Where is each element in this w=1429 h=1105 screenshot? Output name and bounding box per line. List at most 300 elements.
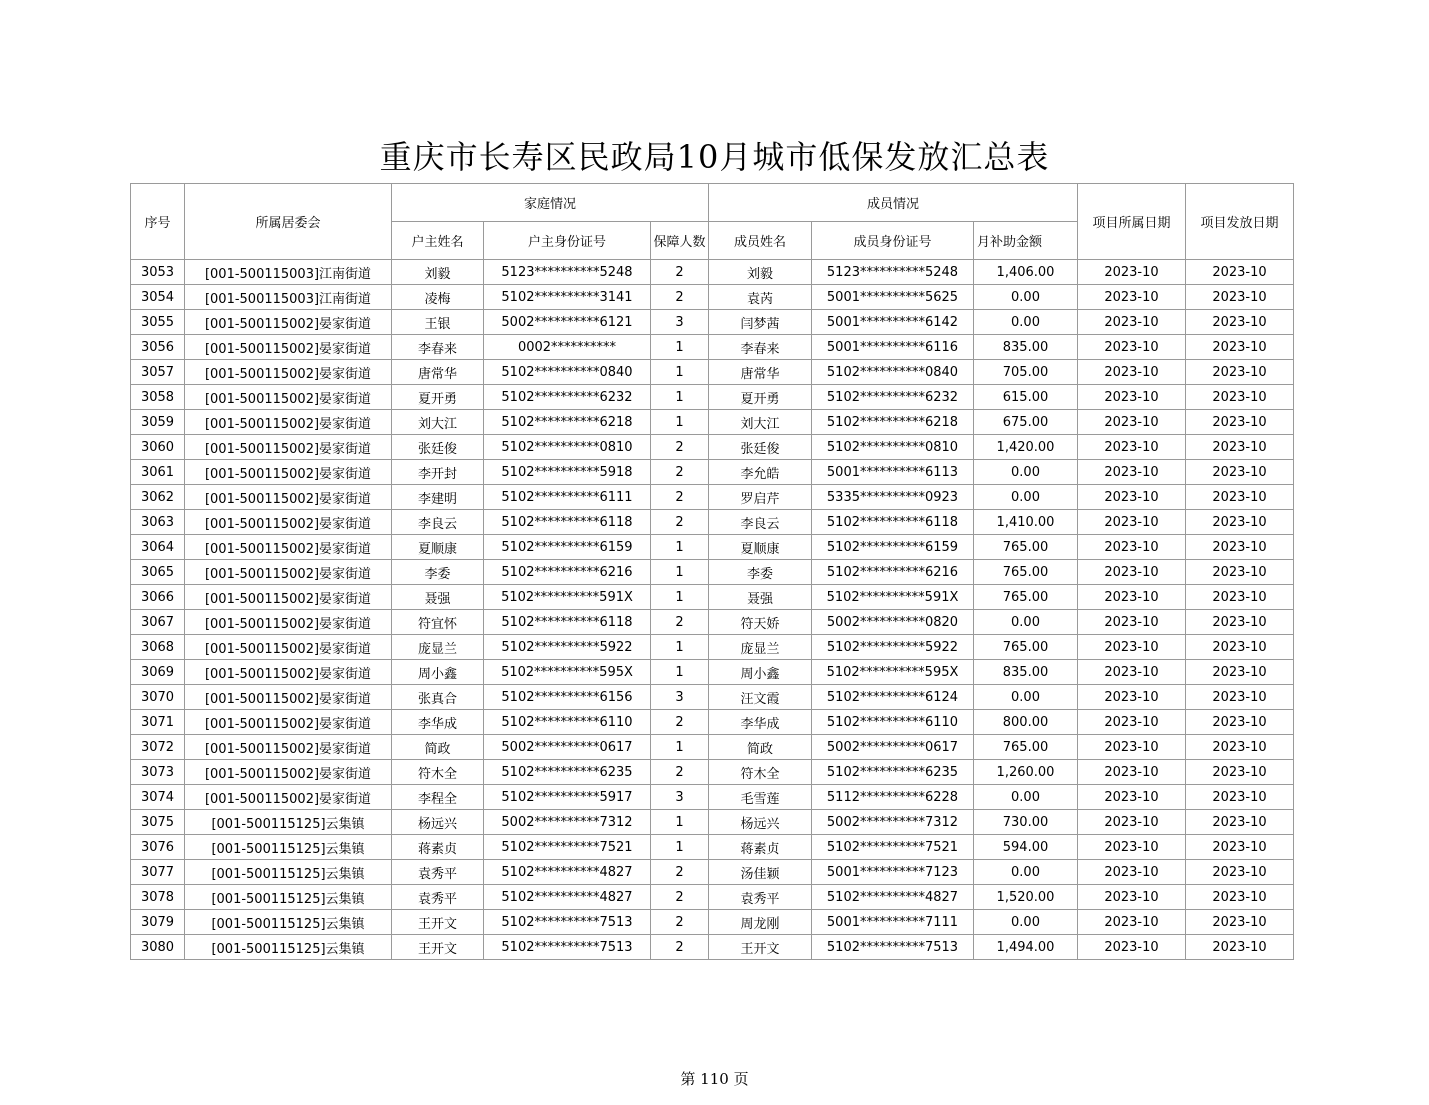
issue-date-cell: 2023-10 — [1186, 760, 1294, 785]
seq-cell: 3066 — [131, 585, 185, 610]
committee-cell: [001-500115002]晏家街道 — [185, 635, 392, 660]
issue-date-cell: 2023-10 — [1186, 335, 1294, 360]
monthly-amount-cell: 705.00 — [974, 360, 1078, 385]
member-name-cell: 李委 — [709, 560, 812, 585]
head-id-cell: 5102**********4827 — [484, 885, 651, 910]
table-row — [131, 710, 1294, 735]
member-name-cell: 唐常华 — [709, 360, 812, 385]
member-name-cell: 罗启芹 — [709, 485, 812, 510]
member-name-cell: 刘大江 — [709, 410, 812, 435]
table-body — [131, 260, 1294, 960]
monthly-amount-cell: 1,494.00 — [974, 935, 1078, 960]
head-name-cell: 李程全 — [392, 785, 484, 810]
table-row — [131, 935, 1294, 960]
head-id-cell: 5102**********595X — [484, 660, 651, 685]
seq-cell: 3064 — [131, 535, 185, 560]
monthly-amount-cell: 1,410.00 — [974, 510, 1078, 535]
member-name-cell: 蒋素贞 — [709, 835, 812, 860]
monthly-amount-cell: 765.00 — [974, 560, 1078, 585]
subsidy-table — [130, 183, 1294, 960]
member-name-cell: 夏顺康 — [709, 535, 812, 560]
member-name-cell: 符天娇 — [709, 610, 812, 635]
seq-cell: 3077 — [131, 860, 185, 885]
issue-date-cell: 2023-10 — [1186, 610, 1294, 635]
insured-count-cell: 2 — [651, 910, 709, 935]
issue-date-cell: 2023-10 — [1186, 410, 1294, 435]
period-date-cell: 2023-10 — [1078, 885, 1186, 910]
head-name-cell: 李良云 — [392, 510, 484, 535]
period-date-cell: 2023-10 — [1078, 735, 1186, 760]
issue-date-cell: 2023-10 — [1186, 560, 1294, 585]
seq-cell: 3055 — [131, 310, 185, 335]
period-date-cell: 2023-10 — [1078, 410, 1186, 435]
period-date-cell: 2023-10 — [1078, 285, 1186, 310]
issue-date-cell: 2023-10 — [1186, 710, 1294, 735]
monthly-amount-cell: 1,260.00 — [974, 760, 1078, 785]
member-name-cell: 张廷俊 — [709, 435, 812, 460]
header-seq: 序号 — [131, 184, 185, 260]
issue-date-cell: 2023-10 — [1186, 310, 1294, 335]
table-row — [131, 410, 1294, 435]
head-name-cell: 张真合 — [392, 685, 484, 710]
member-id-cell: 5102**********4827 — [812, 885, 974, 910]
head-id-cell: 5102**********5918 — [484, 460, 651, 485]
monthly-amount-cell: 730.00 — [974, 810, 1078, 835]
head-name-cell: 李建明 — [392, 485, 484, 510]
table-row — [131, 485, 1294, 510]
period-date-cell: 2023-10 — [1078, 260, 1186, 285]
table-row — [131, 760, 1294, 785]
member-id-cell: 5335**********0923 — [812, 485, 974, 510]
head-id-cell: 5102**********6110 — [484, 710, 651, 735]
seq-cell: 3063 — [131, 510, 185, 535]
head-id-cell: 5102**********5917 — [484, 785, 651, 810]
committee-cell: [001-500115125]云集镇 — [185, 835, 392, 860]
table-row — [131, 735, 1294, 760]
member-name-cell: 周龙刚 — [709, 910, 812, 935]
table-row — [131, 560, 1294, 585]
table-row — [131, 785, 1294, 810]
member-id-cell: 5102**********6216 — [812, 560, 974, 585]
member-id-cell: 5102**********595X — [812, 660, 974, 685]
header-family-group: 家庭情况 — [392, 184, 709, 222]
head-name-cell: 张廷俊 — [392, 435, 484, 460]
committee-cell: [001-500115003]江南街道 — [185, 285, 392, 310]
seq-cell: 3074 — [131, 785, 185, 810]
insured-count-cell: 2 — [651, 435, 709, 460]
head-name-cell: 王银 — [392, 310, 484, 335]
period-date-cell: 2023-10 — [1078, 310, 1186, 335]
seq-cell: 3061 — [131, 460, 185, 485]
insured-count-cell: 2 — [651, 610, 709, 635]
committee-cell: [001-500115002]晏家街道 — [185, 785, 392, 810]
member-id-cell: 5001**********6116 — [812, 335, 974, 360]
table-row — [131, 260, 1294, 285]
issue-date-cell: 2023-10 — [1186, 360, 1294, 385]
committee-cell: [001-500115002]晏家街道 — [185, 435, 392, 460]
period-date-cell: 2023-10 — [1078, 485, 1186, 510]
committee-cell: [001-500115002]晏家街道 — [185, 335, 392, 360]
member-id-cell: 5102**********6232 — [812, 385, 974, 410]
seq-cell: 3059 — [131, 410, 185, 435]
seq-cell: 3057 — [131, 360, 185, 385]
period-date-cell: 2023-10 — [1078, 785, 1186, 810]
insured-count-cell: 1 — [651, 560, 709, 585]
head-name-cell: 聂强 — [392, 585, 484, 610]
table-row — [131, 810, 1294, 835]
member-name-cell: 李春来 — [709, 335, 812, 360]
member-name-cell: 闫梦茜 — [709, 310, 812, 335]
member-name-cell: 杨远兴 — [709, 810, 812, 835]
issue-date-cell: 2023-10 — [1186, 285, 1294, 310]
period-date-cell: 2023-10 — [1078, 560, 1186, 585]
insured-count-cell: 3 — [651, 785, 709, 810]
committee-cell: [001-500115002]晏家街道 — [185, 460, 392, 485]
seq-cell: 3056 — [131, 335, 185, 360]
head-name-cell: 符宜怀 — [392, 610, 484, 635]
insured-count-cell: 3 — [651, 685, 709, 710]
member-name-cell: 汤佳颖 — [709, 860, 812, 885]
head-id-cell: 5102**********7521 — [484, 835, 651, 860]
period-date-cell: 2023-10 — [1078, 635, 1186, 660]
issue-date-cell: 2023-10 — [1186, 260, 1294, 285]
issue-date-cell: 2023-10 — [1186, 485, 1294, 510]
seq-cell: 3067 — [131, 610, 185, 635]
seq-cell: 3072 — [131, 735, 185, 760]
monthly-amount-cell: 0.00 — [974, 485, 1078, 510]
header-issue-date: 项目发放日期 — [1186, 184, 1294, 260]
head-id-cell: 5102**********7513 — [484, 910, 651, 935]
member-id-cell: 5102**********0810 — [812, 435, 974, 460]
insured-count-cell: 1 — [651, 660, 709, 685]
issue-date-cell: 2023-10 — [1186, 435, 1294, 460]
seq-cell: 3054 — [131, 285, 185, 310]
insured-count-cell: 1 — [651, 810, 709, 835]
header-member-id: 成员身份证号 — [812, 222, 974, 260]
head-name-cell: 蒋素贞 — [392, 835, 484, 860]
table-row — [131, 360, 1294, 385]
seq-cell: 3073 — [131, 760, 185, 785]
insured-count-cell: 1 — [651, 360, 709, 385]
member-name-cell: 夏开勇 — [709, 385, 812, 410]
period-date-cell: 2023-10 — [1078, 860, 1186, 885]
committee-cell: [001-500115002]晏家街道 — [185, 560, 392, 585]
monthly-amount-cell: 835.00 — [974, 335, 1078, 360]
member-id-cell: 5102**********5922 — [812, 635, 974, 660]
period-date-cell: 2023-10 — [1078, 910, 1186, 935]
seq-cell: 3058 — [131, 385, 185, 410]
head-id-cell: 5102**********0840 — [484, 360, 651, 385]
issue-date-cell: 2023-10 — [1186, 885, 1294, 910]
issue-date-cell: 2023-10 — [1186, 860, 1294, 885]
head-id-cell: 5002**********0617 — [484, 735, 651, 760]
table-row — [131, 460, 1294, 485]
header-head-id: 户主身份证号 — [484, 222, 651, 260]
committee-cell: [001-500115002]晏家街道 — [185, 710, 392, 735]
head-id-cell: 5102**********6111 — [484, 485, 651, 510]
member-name-cell: 李良云 — [709, 510, 812, 535]
head-name-cell: 凌梅 — [392, 285, 484, 310]
table-row — [131, 660, 1294, 685]
issue-date-cell: 2023-10 — [1186, 685, 1294, 710]
monthly-amount-cell: 0.00 — [974, 685, 1078, 710]
committee-cell: [001-500115002]晏家街道 — [185, 310, 392, 335]
head-id-cell: 5102**********6118 — [484, 510, 651, 535]
issue-date-cell: 2023-10 — [1186, 785, 1294, 810]
period-date-cell: 2023-10 — [1078, 335, 1186, 360]
seq-cell: 3070 — [131, 685, 185, 710]
table-row — [131, 635, 1294, 660]
head-id-cell: 5102**********6232 — [484, 385, 651, 410]
issue-date-cell: 2023-10 — [1186, 935, 1294, 960]
monthly-amount-cell: 0.00 — [974, 285, 1078, 310]
head-name-cell: 庞显兰 — [392, 635, 484, 660]
committee-cell: [001-500115125]云集镇 — [185, 935, 392, 960]
head-name-cell: 刘毅 — [392, 260, 484, 285]
insured-count-cell: 3 — [651, 310, 709, 335]
insured-count-cell: 1 — [651, 410, 709, 435]
member-id-cell: 5102**********6118 — [812, 510, 974, 535]
header-row-group — [131, 184, 1294, 222]
monthly-amount-cell: 615.00 — [974, 385, 1078, 410]
monthly-amount-cell: 0.00 — [974, 785, 1078, 810]
period-date-cell: 2023-10 — [1078, 835, 1186, 860]
committee-cell: [001-500115125]云集镇 — [185, 885, 392, 910]
head-id-cell: 5102**********6118 — [484, 610, 651, 635]
member-name-cell: 袁秀平 — [709, 885, 812, 910]
head-name-cell: 李开封 — [392, 460, 484, 485]
seq-cell: 3078 — [131, 885, 185, 910]
issue-date-cell: 2023-10 — [1186, 510, 1294, 535]
header-insured-count: 保障人数 — [651, 222, 709, 260]
head-id-cell: 5102**********7513 — [484, 935, 651, 960]
monthly-amount-cell: 0.00 — [974, 610, 1078, 635]
committee-cell: [001-500115002]晏家街道 — [185, 360, 392, 385]
monthly-amount-cell: 1,406.00 — [974, 260, 1078, 285]
table-row — [131, 860, 1294, 885]
head-name-cell: 杨远兴 — [392, 810, 484, 835]
page-title: 重庆市长寿区民政局10月城市低保发放汇总表 — [379, 138, 1050, 176]
header-member-name: 成员姓名 — [709, 222, 812, 260]
table-row — [131, 535, 1294, 560]
member-name-cell: 李华成 — [709, 710, 812, 735]
insured-count-cell: 2 — [651, 460, 709, 485]
issue-date-cell: 2023-10 — [1186, 910, 1294, 935]
issue-date-cell: 2023-10 — [1186, 535, 1294, 560]
member-id-cell: 5102**********6124 — [812, 685, 974, 710]
period-date-cell: 2023-10 — [1078, 535, 1186, 560]
monthly-amount-cell: 765.00 — [974, 735, 1078, 760]
table-row — [131, 385, 1294, 410]
head-name-cell: 袁秀平 — [392, 860, 484, 885]
issue-date-cell: 2023-10 — [1186, 460, 1294, 485]
seq-cell: 3069 — [131, 660, 185, 685]
insured-count-cell: 2 — [651, 710, 709, 735]
member-id-cell: 5102**********591X — [812, 585, 974, 610]
period-date-cell: 2023-10 — [1078, 710, 1186, 735]
header-member-group: 成员情况 — [709, 184, 1078, 222]
member-id-cell: 5001**********7111 — [812, 910, 974, 935]
monthly-amount-cell: 0.00 — [974, 910, 1078, 935]
seq-cell: 3076 — [131, 835, 185, 860]
monthly-amount-cell: 1,520.00 — [974, 885, 1078, 910]
seq-cell: 3060 — [131, 435, 185, 460]
committee-cell: [001-500115002]晏家街道 — [185, 485, 392, 510]
table-row — [131, 335, 1294, 360]
table-row — [131, 685, 1294, 710]
issue-date-cell: 2023-10 — [1186, 585, 1294, 610]
member-id-cell: 5102**********0840 — [812, 360, 974, 385]
monthly-amount-cell: 1,420.00 — [974, 435, 1078, 460]
head-id-cell: 5002**********6121 — [484, 310, 651, 335]
member-id-cell: 5102**********6218 — [812, 410, 974, 435]
table-row — [131, 610, 1294, 635]
issue-date-cell: 2023-10 — [1186, 660, 1294, 685]
member-id-cell: 5002**********0820 — [812, 610, 974, 635]
head-name-cell: 唐常华 — [392, 360, 484, 385]
monthly-amount-cell: 594.00 — [974, 835, 1078, 860]
committee-cell: [001-500115002]晏家街道 — [185, 385, 392, 410]
insured-count-cell: 1 — [651, 535, 709, 560]
member-name-cell: 庞显兰 — [709, 635, 812, 660]
table-row — [131, 885, 1294, 910]
head-name-cell: 李委 — [392, 560, 484, 585]
head-id-cell: 5102**********591X — [484, 585, 651, 610]
table-row — [131, 835, 1294, 860]
member-id-cell: 5123**********5248 — [812, 260, 974, 285]
member-name-cell: 汪文霞 — [709, 685, 812, 710]
head-name-cell: 简政 — [392, 735, 484, 760]
member-name-cell: 袁芮 — [709, 285, 812, 310]
monthly-amount-cell: 835.00 — [974, 660, 1078, 685]
monthly-amount-cell: 0.00 — [974, 310, 1078, 335]
committee-cell: [001-500115003]江南街道 — [185, 260, 392, 285]
header-monthly-amount: 月补助金额 — [974, 222, 1078, 260]
committee-cell: [001-500115002]晏家街道 — [185, 510, 392, 535]
seq-cell: 3080 — [131, 935, 185, 960]
table-row — [131, 310, 1294, 335]
member-name-cell: 周小鑫 — [709, 660, 812, 685]
period-date-cell: 2023-10 — [1078, 685, 1186, 710]
table-row — [131, 510, 1294, 535]
member-id-cell: 5002**********7312 — [812, 810, 974, 835]
member-name-cell: 简政 — [709, 735, 812, 760]
insured-count-cell: 1 — [651, 585, 709, 610]
monthly-amount-cell: 0.00 — [974, 860, 1078, 885]
period-date-cell: 2023-10 — [1078, 585, 1186, 610]
head-id-cell: 5002**********7312 — [484, 810, 651, 835]
insured-count-cell: 2 — [651, 885, 709, 910]
period-date-cell: 2023-10 — [1078, 760, 1186, 785]
head-name-cell: 王开文 — [392, 935, 484, 960]
insured-count-cell: 2 — [651, 760, 709, 785]
head-name-cell: 袁秀平 — [392, 885, 484, 910]
committee-cell: [001-500115125]云集镇 — [185, 860, 392, 885]
head-name-cell: 李华成 — [392, 710, 484, 735]
period-date-cell: 2023-10 — [1078, 660, 1186, 685]
insured-count-cell: 2 — [651, 510, 709, 535]
insured-count-cell: 1 — [651, 835, 709, 860]
header-period-date: 项目所属日期 — [1078, 184, 1186, 260]
head-id-cell: 5102**********6218 — [484, 410, 651, 435]
member-id-cell: 5102**********6110 — [812, 710, 974, 735]
head-id-cell: 5102**********4827 — [484, 860, 651, 885]
member-id-cell: 5102**********6159 — [812, 535, 974, 560]
member-id-cell: 5001**********6142 — [812, 310, 974, 335]
head-name-cell: 夏顺康 — [392, 535, 484, 560]
issue-date-cell: 2023-10 — [1186, 835, 1294, 860]
committee-cell: [001-500115002]晏家街道 — [185, 685, 392, 710]
issue-date-cell: 2023-10 — [1186, 735, 1294, 760]
monthly-amount-cell: 675.00 — [974, 410, 1078, 435]
monthly-amount-cell: 0.00 — [974, 460, 1078, 485]
table-row — [131, 910, 1294, 935]
committee-cell: [001-500115125]云集镇 — [185, 810, 392, 835]
header-committee: 所属居委会 — [185, 184, 392, 260]
member-id-cell: 5112**********6228 — [812, 785, 974, 810]
period-date-cell: 2023-10 — [1078, 935, 1186, 960]
seq-cell: 3075 — [131, 810, 185, 835]
seq-cell: 3071 — [131, 710, 185, 735]
member-id-cell: 5001**********5625 — [812, 285, 974, 310]
member-name-cell: 毛雪莲 — [709, 785, 812, 810]
issue-date-cell: 2023-10 — [1186, 385, 1294, 410]
table-row — [131, 435, 1294, 460]
committee-cell: [001-500115002]晏家街道 — [185, 660, 392, 685]
table-row — [131, 585, 1294, 610]
seq-cell: 3068 — [131, 635, 185, 660]
member-name-cell: 聂强 — [709, 585, 812, 610]
committee-cell: [001-500115125]云集镇 — [185, 910, 392, 935]
head-name-cell: 刘大江 — [392, 410, 484, 435]
insured-count-cell: 1 — [651, 735, 709, 760]
issue-date-cell: 2023-10 — [1186, 810, 1294, 835]
member-name-cell: 李允皓 — [709, 460, 812, 485]
head-id-cell: 0002********** — [484, 335, 651, 360]
monthly-amount-cell: 765.00 — [974, 535, 1078, 560]
insured-count-cell: 2 — [651, 260, 709, 285]
head-id-cell: 5102**********6216 — [484, 560, 651, 585]
member-id-cell: 5002**********0617 — [812, 735, 974, 760]
monthly-amount-cell: 765.00 — [974, 635, 1078, 660]
member-id-cell: 5102**********7513 — [812, 935, 974, 960]
head-id-cell: 5123**********5248 — [484, 260, 651, 285]
head-id-cell: 5102**********6156 — [484, 685, 651, 710]
committee-cell: [001-500115002]晏家街道 — [185, 735, 392, 760]
head-id-cell: 5102**********0810 — [484, 435, 651, 460]
table-row — [131, 285, 1294, 310]
insured-count-cell: 1 — [651, 635, 709, 660]
insured-count-cell: 1 — [651, 335, 709, 360]
monthly-amount-cell: 800.00 — [974, 710, 1078, 735]
member-id-cell: 5001**********6113 — [812, 460, 974, 485]
period-date-cell: 2023-10 — [1078, 360, 1186, 385]
period-date-cell: 2023-10 — [1078, 510, 1186, 535]
member-name-cell: 王开文 — [709, 935, 812, 960]
head-name-cell: 王开文 — [392, 910, 484, 935]
head-id-cell: 5102**********3141 — [484, 285, 651, 310]
issue-date-cell: 2023-10 — [1186, 635, 1294, 660]
head-name-cell: 李春来 — [392, 335, 484, 360]
monthly-amount-cell: 765.00 — [974, 585, 1078, 610]
seq-cell: 3065 — [131, 560, 185, 585]
committee-cell: [001-500115002]晏家街道 — [185, 585, 392, 610]
insured-count-cell: 2 — [651, 860, 709, 885]
committee-cell: [001-500115002]晏家街道 — [185, 410, 392, 435]
head-name-cell: 周小鑫 — [392, 660, 484, 685]
committee-cell: [001-500115002]晏家街道 — [185, 610, 392, 635]
insured-count-cell: 2 — [651, 485, 709, 510]
